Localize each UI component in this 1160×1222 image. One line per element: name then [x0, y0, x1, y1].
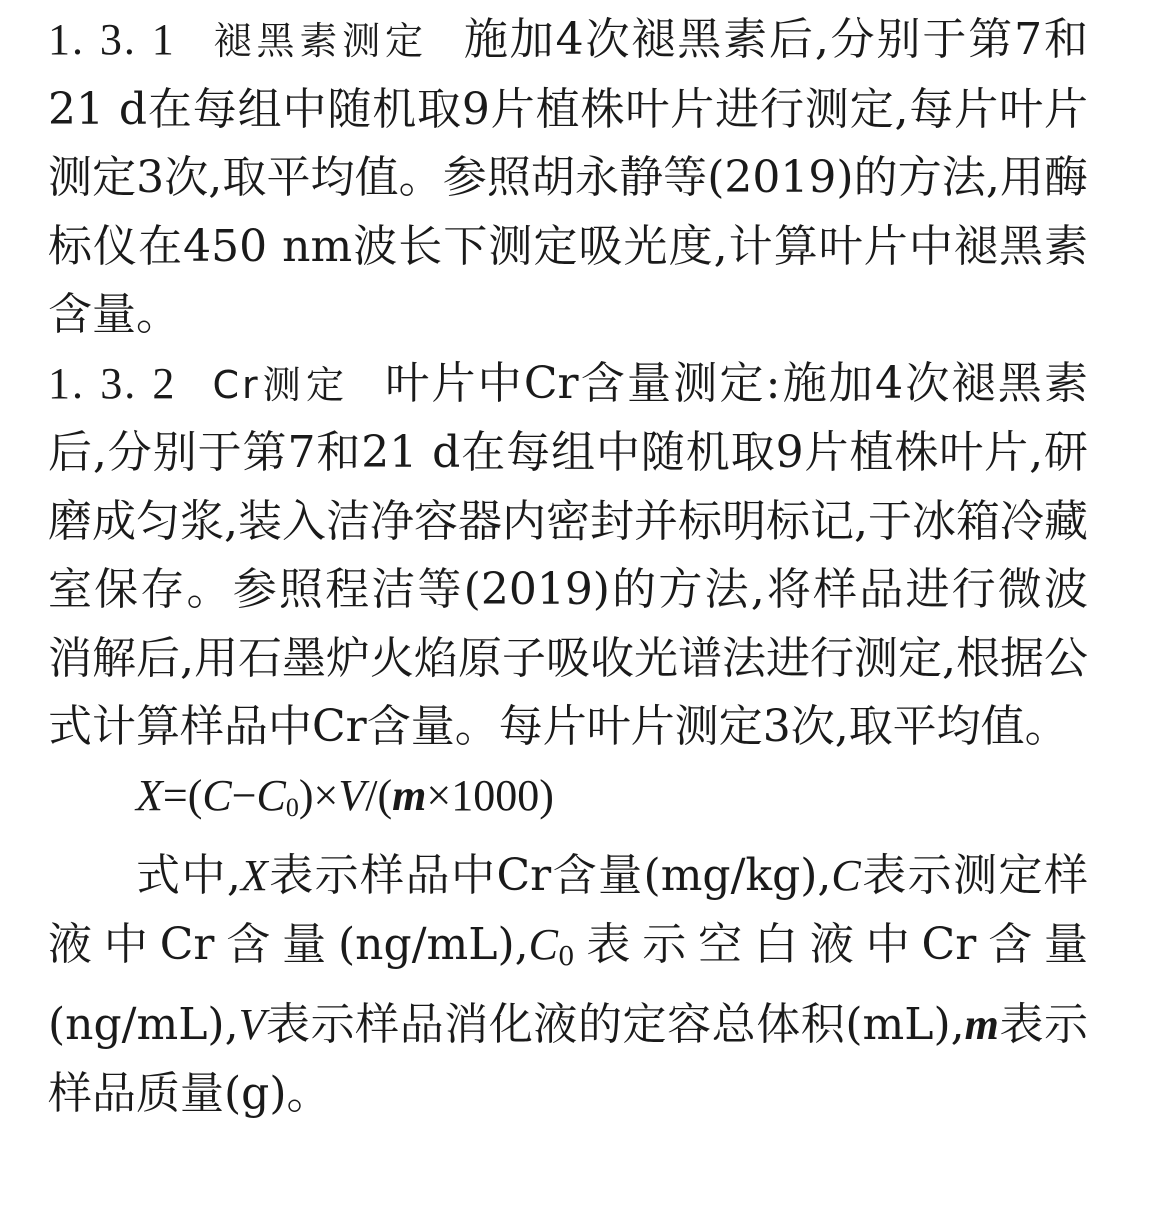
formula-minus: −	[231, 770, 257, 820]
section-title: Cr测定	[212, 362, 350, 407]
expl-text: 表示样品中Cr含量(mg/kg),	[267, 850, 832, 901]
expl-text: 表示测定样液中Cr含量(ng/mL),	[48, 850, 1088, 970]
formula-var-m: m	[392, 770, 427, 820]
section-1-3-2	[48, 350, 1088, 762]
formula-var-v: V	[338, 770, 366, 820]
formula-var-x: X	[136, 770, 163, 820]
formula-text: ×1000)	[426, 770, 554, 820]
expl-text: 表示样品质量(g)。	[48, 999, 1089, 1119]
expl-var-v: V	[238, 1000, 266, 1049]
section-1-3-1	[48, 6, 1088, 350]
expl-var-c: C	[831, 851, 861, 900]
expl-subscript: 0	[557, 941, 575, 972]
section-body: 施加4次褪黑素后,分别于第7和21 d在每组中随机取9片植株叶片进行测定,每片叶片测定3次,取平均值。参照胡永静等(2019)的方法,用酶标仪在450 nm波长下测定吸光度,计算叶片中褪黑素含量。	[48, 14, 1088, 340]
section-title: 褪黑素测定	[211, 19, 428, 63]
expl-var-c0: C	[528, 919, 558, 969]
formula	[48, 762, 1088, 843]
expl-var-m: m	[964, 1000, 999, 1049]
expl-text: 式中,	[136, 850, 241, 901]
expl-text: 表示空白液中Cr含量(ng/mL),	[48, 918, 1088, 1050]
formula-text: =(	[162, 770, 203, 820]
formula-explanation	[48, 842, 1088, 1128]
expl-text: 表示样品消化液的定容总体积(mL),	[265, 999, 965, 1050]
formula-var-c: C	[202, 770, 232, 820]
document-page	[48, 6, 1088, 1128]
formula-text: /(	[365, 770, 393, 820]
section-number: 1. 3. 1	[48, 15, 176, 64]
section-number: 1. 3. 2	[48, 358, 177, 408]
expl-var-x: X	[240, 851, 268, 900]
formula-var-c0: C	[256, 770, 286, 820]
formula-text: )×	[298, 770, 339, 820]
formula-subscript: 0	[285, 792, 299, 822]
section-body: 叶片中Cr含量测定:施加4次褪黑素后,分别于第7和21 d在每组中随机取9片植株叶片,研磨成匀浆,装入洁净容器内密封并标明标记,于冰箱冷藏室保存。参照程洁等(2019)的方法,将样品进行微波消解后,用石墨炉火焰原子吸收光谱法进行测定,根据公式计算样品中Cr含量。每片叶片测定3次,取平均值。	[48, 357, 1088, 752]
